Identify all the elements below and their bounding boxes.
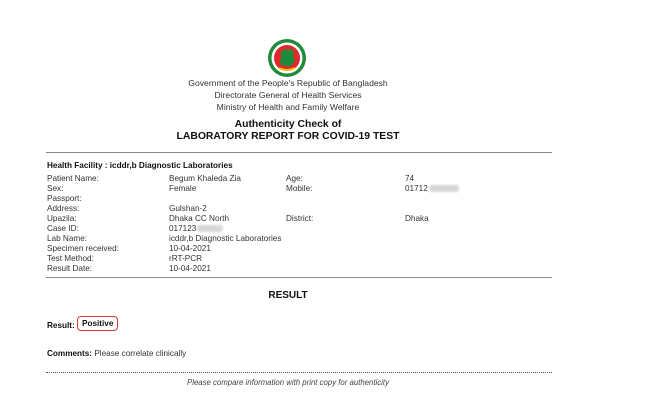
bangladesh-government-emblem-icon xyxy=(267,38,307,78)
footer-note: Please compare information with print copy for authenticity xyxy=(187,378,389,387)
row-patient-name xyxy=(47,174,552,184)
row-result-date xyxy=(47,264,552,274)
sex-value: Female xyxy=(169,184,197,193)
result-date-value: 10-04-2021 xyxy=(169,264,211,273)
district-label: District: xyxy=(286,214,314,223)
mobile-label: Mobile: xyxy=(286,184,313,193)
test-method-value: rRT-PCR xyxy=(169,254,203,263)
result-label: Result: xyxy=(47,321,75,330)
specimen-label: Specimen received: xyxy=(47,244,119,253)
passport-label: Passport: xyxy=(47,194,82,203)
ministry-line: Ministry of Health and Family Welfare xyxy=(216,102,360,112)
government-line: Government of the People's Republic of Bangladesh xyxy=(188,78,388,88)
comments xyxy=(47,349,186,358)
health-facility: Health Facility : icddr,b Diagnostic Laboratories xyxy=(47,161,233,170)
patient-name-value: Begum Khaleda Zia xyxy=(169,174,241,183)
row-specimen xyxy=(47,244,552,254)
comments-label: Comments: xyxy=(47,349,93,358)
age-value: 74 xyxy=(405,174,415,183)
lab-name-label: Lab Name: xyxy=(47,234,88,243)
divider-middle xyxy=(46,277,552,278)
row-sex xyxy=(47,184,552,194)
row-test-method xyxy=(47,254,552,264)
comments-text: Please correlate clinically xyxy=(94,349,187,358)
address-label: Address: xyxy=(47,204,80,213)
result-heading: RESULT xyxy=(268,290,308,301)
row-upazila xyxy=(47,214,552,224)
redacted-mask xyxy=(197,225,223,232)
row-lab-name xyxy=(47,234,552,244)
row-case-id xyxy=(47,224,552,234)
patient-name-label: Patient Name: xyxy=(47,174,99,183)
lab-name-value: icddr,b Diagnostic Laboratories xyxy=(169,234,282,243)
redacted-mask xyxy=(429,185,459,192)
district-value: Dhaka xyxy=(405,214,429,223)
result-date-label: Result Date: xyxy=(47,264,93,273)
case-id-value: 017123 xyxy=(169,224,197,233)
age-label: Age: xyxy=(286,174,303,183)
mobile-value-group xyxy=(405,184,459,193)
sex-label: Sex: xyxy=(47,184,64,193)
directorate-line: Directorate General of Health Services xyxy=(214,90,362,100)
result-status-badge: Positive xyxy=(77,316,118,331)
divider-dotted xyxy=(46,372,552,373)
row-address xyxy=(47,204,552,214)
divider-top xyxy=(46,152,552,153)
case-id-label: Case ID: xyxy=(47,224,79,233)
case-id-value-group xyxy=(169,224,223,233)
upazila-value: Dhaka CC North xyxy=(169,214,230,223)
row-passport xyxy=(47,194,552,204)
upazila-label: Upazila: xyxy=(47,214,77,223)
address-value: Gulshan-2 xyxy=(169,204,207,213)
page-title-line1: Authenticity Check of xyxy=(234,119,342,130)
page-title-line2: LABORATORY REPORT FOR COVID-19 TEST xyxy=(176,131,400,142)
specimen-value: 10-04-2021 xyxy=(169,244,211,253)
mobile-value: 01712 xyxy=(405,184,428,193)
test-method-label: Test Method: xyxy=(47,254,94,263)
